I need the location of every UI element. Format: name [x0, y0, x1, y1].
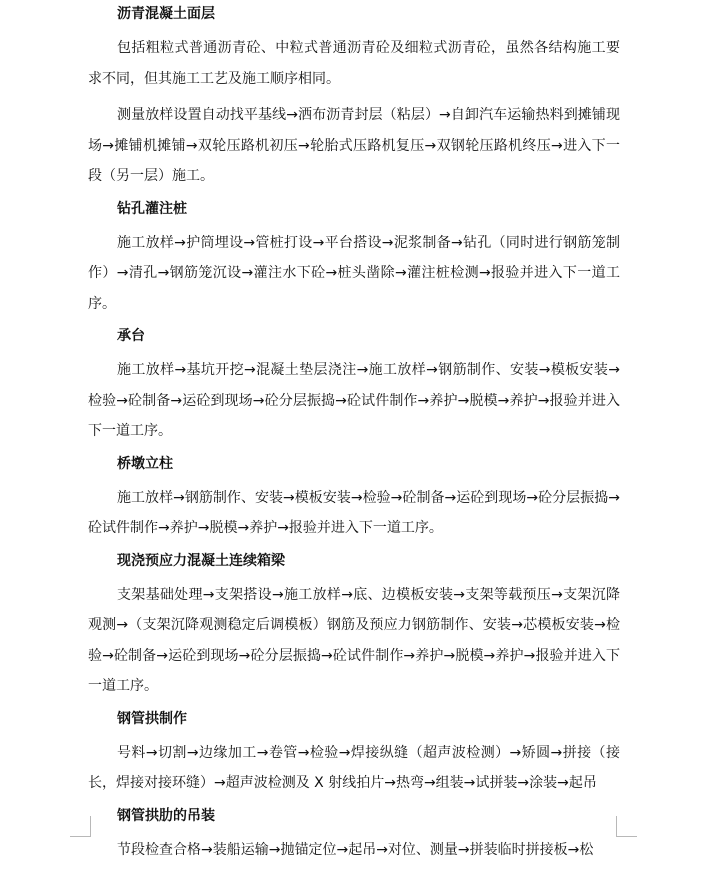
section-heading: 钢管拱制作: [117, 710, 187, 727]
section-steel-arch-fabrication: [88, 708, 620, 799]
paragraph: 施工放样→护筒埋设→管桩打设→平台搭设→泥浆制备→钻孔（同时进行钢筋笼制作）→清孔→钢筋笼沉设→灌注水下砼→桩头凿除→灌注桩检测→报验并进入下一道工序。: [88, 234, 620, 312]
section-heading: 现浇预应力混凝土连续箱梁: [117, 552, 285, 569]
section-box-girder: [88, 550, 620, 702]
paragraph: 支架基础处理→支架搭设→施工放样→底、边模板安装→支架等载预压→支架沉降观测→（支架沉降观测稳定后调模板）钢筋及预应力钢筋制作、安装→芯模板安装→检验→砼制备→运砼到现场→砼分层振捣→砼试件制作→养护→脱模→养护→报验并进入下一道工序。: [88, 586, 620, 694]
section-heading: 钢管拱肋的吊装: [117, 807, 215, 824]
section-heading: 沥青混凝土面层: [117, 6, 215, 22]
document-body: [88, 3, 620, 871]
paragraph: 施工放样→钢筋制作、安装→模板安装→检验→砼制备→运砼到现场→砼分层振捣→砼试件制作→养护→脱模→养护→报验并进入下一道工序。: [88, 489, 620, 536]
paragraph: 包括粗粒式普通沥青砼、中粒式普通沥青砼及细粒式沥青砼，虽然各结构施工要求不同，但其施工工艺及施工顺序相同。: [88, 40, 620, 87]
section-heading: 桥墩立柱: [117, 455, 173, 472]
section-heading: 钻孔灌注桩: [117, 200, 187, 217]
page-corner-mark-left: [70, 816, 91, 837]
section-heading: 承台: [117, 328, 145, 344]
paragraph: 测量放样设置自动找平基线→洒布沥青封层（粘层）→自卸汽车运输热料到摊铺现场→摊铺机摊铺→双轮压路机初压→轮胎式压路机复压→双钢轮压路机终压→进入下一段（另一层）施工。: [88, 107, 620, 184]
section-steel-arch-hoisting: [88, 805, 620, 866]
section-asphalt-surface: [88, 3, 620, 192]
page-corner-mark-right: [616, 816, 637, 837]
section-pier-column: [88, 453, 620, 544]
section-pile-cap: [88, 325, 620, 447]
paragraph: 节段检查合格→装船运输→抛锚定位→起吊→对位、测量→拼装临时拼接板→松: [117, 841, 594, 858]
paragraph: 施工放样→基坑开挖→混凝土垫层浇注→施工放样→钢筋制作、安装→模板安装→检验→砼制备→运砼到现场→砼分层振捣→砼试件制作→养护→脱模→养护→报验并进入下一道工序。: [88, 362, 620, 439]
section-bored-pile: [88, 198, 620, 320]
paragraph: 号料→切割→边缘加工→卷管→检验→焊接纵缝（超声波检测）→矫圆→拼接（接长，焊接对接环缝）→超声波检测及 X 射线拍片→热弯→组装→试拼装→涂装→起吊: [88, 744, 620, 791]
